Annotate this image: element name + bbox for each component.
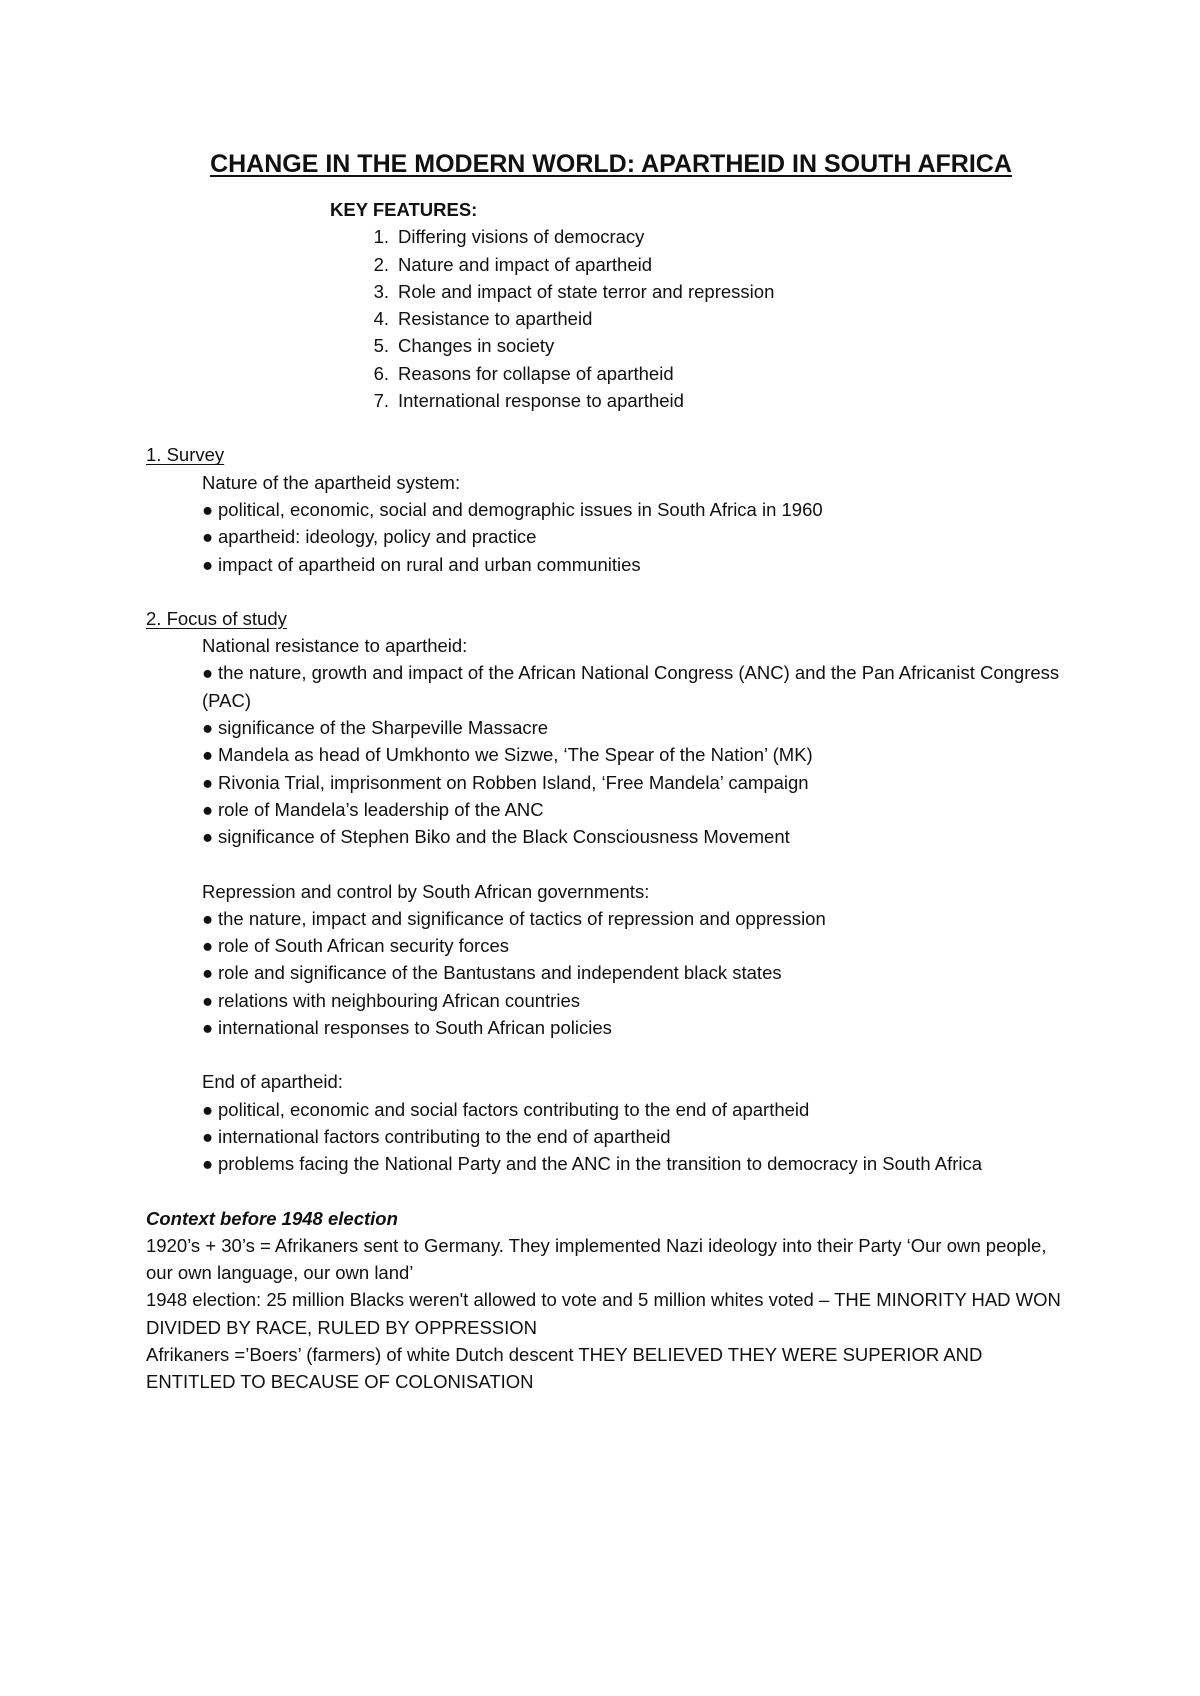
bullet-text: the nature, impact and significance of tactics of repression and oppression <box>218 907 826 929</box>
bullet-item <box>202 959 1076 986</box>
key-feature-number: 3. <box>373 280 389 302</box>
bullet-text: political, economic, social and demographic issues in South Africa in 1960 <box>218 498 823 520</box>
key-feature-item <box>330 332 1076 359</box>
context-paragraph: Afrikaners =’Boers’ (farmers) of white Dutch descent THEY BELIEVED THEY WERE SUPERIOR AND ENTITLED TO BECAUSE OF COLONISATION <box>146 1343 983 1393</box>
bullet-item <box>202 551 1076 578</box>
bullet-icon: ● <box>202 553 214 575</box>
bullet-item <box>202 523 1076 550</box>
bullet-text: international responses to South African policies <box>218 1017 612 1039</box>
bullet-text: apartheid: ideology, policy and practice <box>218 526 537 548</box>
survey-subheading: Nature of the apartheid system: <box>202 471 461 493</box>
survey-section <box>146 441 1076 577</box>
bullet-item <box>202 1014 1076 1041</box>
key-features-heading: KEY FEATURES: <box>330 199 478 220</box>
key-feature-number: 2. <box>373 253 389 275</box>
key-feature-text: Changes in society <box>398 335 555 357</box>
bullet-item <box>202 1150 1076 1177</box>
repression-subheading: Repression and control by South African governments: <box>202 880 650 902</box>
key-feature-text: Reasons for collapse of apartheid <box>398 362 674 384</box>
bullet-item <box>202 1123 1076 1150</box>
bullet-icon: ● <box>202 1098 214 1120</box>
key-feature-text: Differing visions of democracy <box>398 226 645 248</box>
bullet-item <box>202 796 1076 823</box>
bullet-item <box>202 741 1076 768</box>
bullet-text: role of South African security forces <box>218 935 509 957</box>
spacer <box>146 1178 1076 1205</box>
bullet-icon: ● <box>202 798 214 820</box>
key-feature-text: Role and impact of state terror and repression <box>398 280 775 302</box>
bullet-text: impact of apartheid on rural and urban communities <box>218 553 641 575</box>
bullet-item <box>202 769 1076 796</box>
document-body <box>146 148 1076 1396</box>
bullet-text: problems facing the National Party and the ANC in the transition to democracy in South Africa <box>218 1153 983 1175</box>
bullet-icon: ● <box>202 526 214 548</box>
page-title: CHANGE IN THE MODERN WORLD: APARTHEID IN SOUTH AFRICA <box>210 150 1012 178</box>
bullet-text: Mandela as head of Umkhonto we Sizwe, ‘The Spear of the Nation’ (MK) <box>218 744 813 766</box>
key-feature-text: International response to apartheid <box>398 390 684 412</box>
bullet-icon: ● <box>202 1125 214 1147</box>
bullet-text: relations with neighbouring African countries <box>218 989 580 1011</box>
bullet-icon: ● <box>202 1017 214 1039</box>
context-heading: Context before 1948 election <box>146 1207 398 1229</box>
bullet-icon: ● <box>202 744 214 766</box>
key-feature-item <box>330 278 1076 305</box>
bullet-item <box>202 496 1076 523</box>
bullet-text: role of Mandela’s leadership of the ANC <box>218 798 544 820</box>
resistance-content <box>202 632 1076 850</box>
bullet-text: the nature, growth and impact of the African National Congress (ANC) and the Pan Africanist Congress (PAC) <box>202 662 1060 711</box>
key-feature-number: 7. <box>373 390 389 412</box>
bullet-text: Rivonia Trial, imprisonment on Robben Island, ‘Free Mandela’ campaign <box>218 771 809 793</box>
bullet-icon: ● <box>202 498 214 520</box>
key-feature-number: 5. <box>373 335 389 357</box>
key-feature-item <box>330 305 1076 332</box>
bullet-text: international factors contributing to the end of apartheid <box>218 1125 671 1147</box>
spacer <box>146 1041 1076 1068</box>
bullet-text: significance of the Sharpeville Massacre <box>218 717 549 739</box>
resistance-subheading: National resistance to apartheid: <box>202 635 468 657</box>
bullet-icon: ● <box>202 662 214 684</box>
key-feature-item <box>330 251 1076 278</box>
bullet-text: role and significance of the Bantustans and independent black states <box>218 962 782 984</box>
key-features-list <box>330 223 1076 414</box>
key-feature-item <box>330 360 1076 387</box>
bullet-icon: ● <box>202 826 214 848</box>
bullet-item <box>202 714 1076 741</box>
survey-content <box>202 469 1076 578</box>
key-feature-text: Nature and impact of apartheid <box>398 253 653 275</box>
bullet-item <box>202 659 1076 714</box>
context-paragraph: 1920’s + 30’s = Afrikaners sent to Germany. They implemented Nazi ideology into their Party ‘Our own people, our own language, our own land’ <box>146 1234 1047 1284</box>
key-feature-number: 1. <box>373 226 389 248</box>
bullet-icon: ● <box>202 771 214 793</box>
survey-heading: 1. Survey <box>146 444 225 466</box>
context-paragraph: DIVIDED BY RACE, RULED BY OPPRESSION <box>146 1316 538 1338</box>
bullet-icon: ● <box>202 1153 214 1175</box>
bullet-item <box>202 905 1076 932</box>
focus-section <box>146 605 1076 1178</box>
spacer <box>146 851 1076 878</box>
bullet-icon: ● <box>202 962 214 984</box>
spacer <box>146 414 1076 441</box>
bullet-item <box>202 987 1076 1014</box>
bullet-item <box>202 1096 1076 1123</box>
bullet-icon: ● <box>202 717 214 739</box>
bullet-item <box>202 823 1076 850</box>
bullet-icon: ● <box>202 935 214 957</box>
context-section <box>146 1205 1076 1396</box>
bullet-text: political, economic and social factors contributing to the end of apartheid <box>218 1098 810 1120</box>
context-paragraph: 1948 election: 25 million Blacks weren't allowed to vote and 5 million whites voted – THE MINORITY HAD WON <box>146 1289 1061 1311</box>
key-features-section <box>330 196 1076 414</box>
key-feature-text: Resistance to apartheid <box>398 308 593 330</box>
focus-heading: 2. Focus of study <box>146 607 287 629</box>
bullet-item <box>202 932 1076 959</box>
bullet-text: significance of Stephen Biko and the Black Consciousness Movement <box>218 826 790 848</box>
repression-content <box>202 878 1076 1042</box>
key-feature-item <box>330 223 1076 250</box>
key-feature-number: 4. <box>373 308 389 330</box>
key-feature-item <box>330 387 1076 414</box>
end-subheading: End of apartheid: <box>202 1071 343 1093</box>
end-of-apartheid-content <box>202 1068 1076 1177</box>
key-feature-number: 6. <box>373 362 389 384</box>
bullet-icon: ● <box>202 907 214 929</box>
spacer <box>146 578 1076 605</box>
bullet-icon: ● <box>202 989 214 1011</box>
